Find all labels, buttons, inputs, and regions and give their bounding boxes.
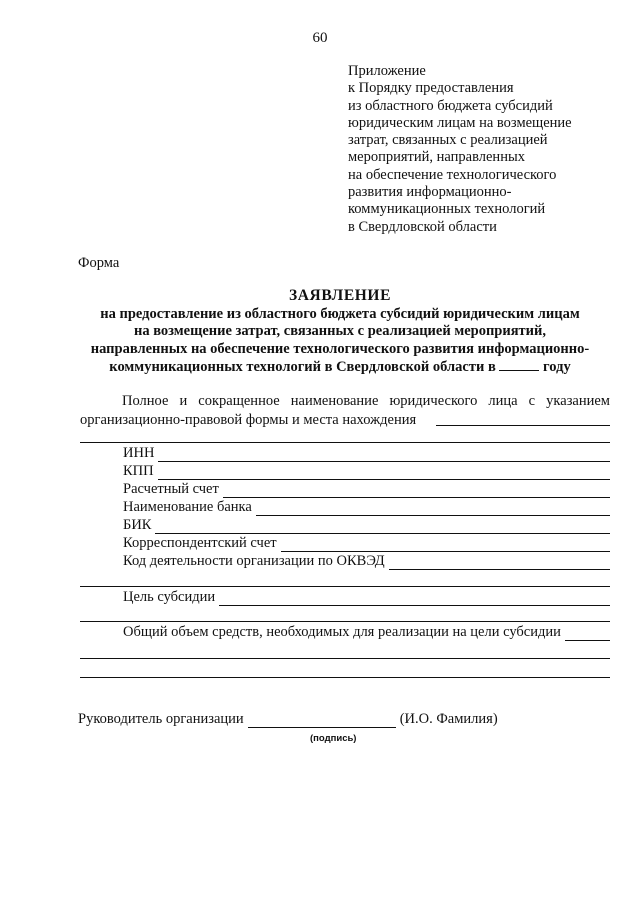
purpose-label: Цель субсидии — [123, 589, 216, 605]
okved-extra-line[interactable] — [80, 586, 610, 587]
document-title: ЗАЯВЛЕНИЕ — [288, 287, 392, 304]
appendix-line: Приложение — [348, 63, 426, 79]
total-input[interactable] — [565, 627, 610, 641]
corr-account-label: Корреспондентский счет — [123, 535, 277, 551]
inn-input[interactable] — [158, 448, 610, 462]
subtitle-line: на возмещение затрат, связанных с реализацией мероприятий, — [133, 323, 547, 340]
subtitle-line: направленных на обеспечение технологического развития информационно- — [90, 340, 590, 357]
appendix-line: затрат, связанных с реализацией — [348, 132, 548, 149]
appendix-line: на обеспечение технологического — [348, 166, 557, 183]
signature-blank[interactable] — [248, 714, 396, 728]
appendix-line: к Порядку предоставления — [348, 80, 514, 97]
appendix-line: мероприятий, направленных — [348, 149, 525, 166]
okved-label: Код деятельности организации по ОКВЭД — [123, 553, 385, 569]
year-blank[interactable] — [499, 358, 539, 371]
subtitle-line: на предоставление из областного бюджета субсидий юридическим лицам — [100, 306, 580, 322]
appendix-line: коммуникационных технологий — [348, 201, 546, 218]
intro-text: Полное и сокращенное наименование юридического лица с указанием организационно-правовой формы и места нахождения — [80, 393, 610, 428]
total-label: Общий объем средств, необходимых для реализации на цели субсидии — [123, 624, 561, 640]
page-number: 60 — [312, 30, 328, 46]
corr-account-field — [123, 535, 610, 552]
account-field — [123, 481, 610, 498]
bank-input[interactable] — [256, 502, 610, 516]
document-title-block — [74, 287, 606, 377]
signature-row — [78, 711, 498, 728]
account-label: Расчетный счет — [123, 481, 219, 497]
total-extra-line-1[interactable] — [80, 658, 610, 659]
total-field — [123, 624, 610, 641]
appendix-line: юридическим лицам на возмещение — [348, 114, 572, 131]
inn-label: ИНН — [123, 445, 155, 461]
account-input[interactable] — [223, 484, 610, 498]
inn-field — [123, 445, 610, 462]
kpp-field — [123, 463, 610, 480]
bik-label: БИК — [123, 517, 152, 533]
appendix-line: в Свердловской области — [348, 218, 497, 235]
bank-label: Наименование банка — [123, 499, 252, 515]
appendix-line: развития информационно- — [348, 184, 512, 201]
subtitle-last-prefix: коммуникационных технологий в Свердловской области в — [109, 359, 496, 376]
bik-input[interactable] — [155, 520, 610, 534]
corr-account-input[interactable] — [281, 538, 610, 552]
kpp-input[interactable] — [158, 466, 610, 480]
total-extra-line-2[interactable] — [80, 677, 610, 678]
signature-note: (подпись) — [310, 733, 357, 744]
form-label: Форма — [78, 255, 120, 271]
bik-field — [123, 517, 610, 534]
bank-field — [123, 499, 610, 516]
purpose-extra-line[interactable] — [80, 621, 610, 622]
subtitle-last-suffix: году — [543, 359, 571, 376]
signature-name-hint: (И.О. Фамилия) — [399, 711, 498, 727]
kpp-label: КПП — [123, 463, 154, 479]
org-name-blank[interactable] — [436, 425, 610, 426]
purpose-input[interactable] — [219, 592, 610, 606]
appendix-line: из областного бюджета субсидий — [348, 97, 553, 114]
org-name-line[interactable] — [80, 442, 610, 443]
signature-label: Руководитель организации — [78, 711, 244, 727]
okved-field — [123, 553, 610, 570]
subtitle-line-last — [74, 358, 606, 376]
appendix-header — [348, 63, 572, 236]
okved-input[interactable] — [389, 556, 610, 570]
purpose-field — [123, 589, 610, 606]
